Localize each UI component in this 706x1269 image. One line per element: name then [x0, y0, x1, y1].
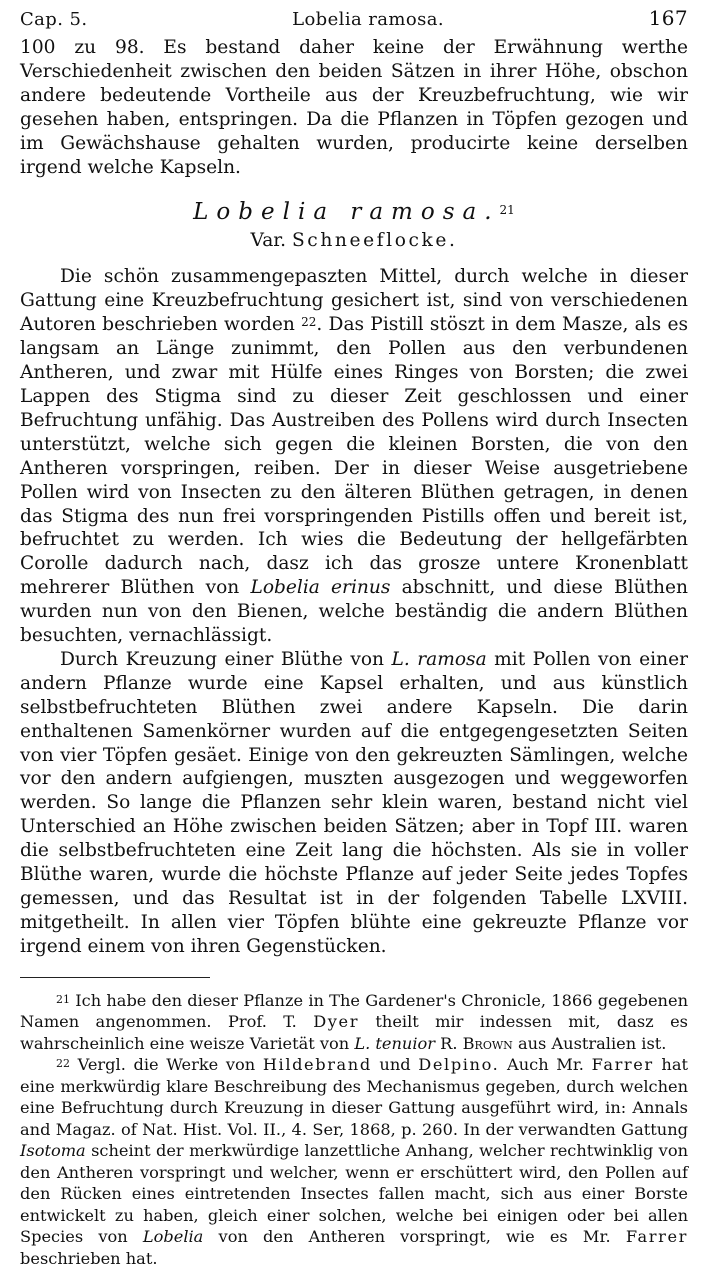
para2-text-b: mit Pollen von einer andern Pflanze wurde eine Kapsel erhalten, und aus künstlich selbstbefruchteten Blüthen zwei andere Kapseln. Die darin enthaltenen Samenkörner wurden auf die entgegengesetzten Seiten von vier Töpfen gesäet. Einige von den gekreuzten Sämlingen, welche vor den andern aufgiengen, muszten ausgezogen und weggeworfen werden. So lange die Pflanzen sehr klein waren, bestand nicht viel Unterschied an Höhe zwischen beiden Sätzen; aber in Topf III. waren die selbstbefruchteten eine Zeit lang die höchsten. Als sie in voller Blüthe waren, wurde die höchste Pflanze auf jeder Seite jedes Topfes gemessen, und das Resultat ist in der folgenden Tabelle LXVIII. mitgetheilt. In allen vier Töpfen blühte eine gekreuzte Pflanze vor irgend einem von ihren Gegenstücken.: [20, 648, 688, 957]
person-name: Farrer: [591, 1055, 654, 1075]
para2-text-a: Durch Kreuzung einer Blüthe von: [60, 648, 385, 670]
para1-text-b: . Das Pistill stöszt in dem Masze, als es langsam an Länge zunimmt, den Pollen aus den verbundenen Antheren, und zwar mit Hülfe eines Ringes von Borsten; die zwei Lappen des Stigma sind zu dieser Zeit geschlossen und einer Befruchtung unfähig. Das Austreiben des Pollens wird durch Insecten unterstützt, welche sich gegen die kleinen Borsten, die von den Antheren vorspringen, reiben. Der in dieser Weise ausgetriebene Pollen wird von Insecten zu den älteren Blüthen getragen, in denen das Stigma des nun frei vorspringenden Pistills offen und bereit ist, befruchtet zu werden. Ich wies die Bedeutung der hellgefärbten Corolle dadurch nach, dasz ich das grosze untere Kronenblatt mehrerer Blüthen von: [20, 314, 689, 599]
species-name: L. ramosa: [391, 648, 487, 670]
chapter-label: Cap. 5.: [20, 9, 88, 30]
running-title: Lobelia ramosa.: [292, 9, 444, 30]
page-number: 167: [648, 6, 688, 30]
variety-name: Schneeflocke.: [291, 230, 458, 252]
footnote21-text-c: R.: [440, 1033, 458, 1053]
variety-subtitle: [20, 227, 688, 255]
footnote22-text-g: beschrieben hat.: [20, 1248, 158, 1268]
footnote-divider: [20, 977, 210, 978]
species-name: Lobelia erinus: [250, 577, 391, 599]
intro-paragraph: 100 zu 98. Es bestand daher keine der Erwähnung werthe Verschiedenheit zwischen den beiden Sätzen in ihrer Höhe, obschon andere bedeutende Vortheile aus der Kreuzbefruchtung, wie wir gesehen haben, entspringen. Da die Pflanzen in Töpfen gezogen und im Gewächshause gehalten wurden, producirte keine derselben irgend welche Kapseln.: [20, 37, 688, 178]
footnote-ref-21: 21: [499, 203, 515, 218]
footnote-mark: 21: [56, 992, 70, 1006]
footnote21-text-a: Ich habe den dieser Pflanze in The Gardener's Chronicle, 1866 gegebenen Namen angenommen. Prof. T.: [20, 990, 688, 1032]
genus-name: Isotoma: [20, 1141, 86, 1161]
footnote-mark: 22: [56, 1057, 70, 1071]
variety-prefix: Var.: [250, 230, 287, 252]
paragraph-crossing: [20, 648, 688, 959]
footnote21-text-d: aus Australien ist.: [517, 1033, 667, 1053]
para1-text-c: abschnitt, und diese Blüthen wurden nun von den Bienen, welche beständig die andern Blüthen besuchten, vernachlässigt.: [20, 577, 688, 647]
main-text: [20, 36, 688, 959]
section-title-species: Lobelia ramosa.: [193, 199, 500, 226]
footnote22-text-d: hat eine merkwürdig klare Beschreibung des Mechanismus gegeben, durch welchen eine Befruchtung durch Kreuzung in dieser Gattung ausgeführt wird, in: Annals and Magaz. of Nat. Hist. Vol. II., 4. Ser, 1868, p. 260. In der verwandten Gattung: [20, 1055, 689, 1139]
footnote22-text-b: und: [379, 1055, 411, 1075]
footnote21-text-b: theilt mir indessen mit, dasz es wahrscheinlich eine weisze Varietät von: [20, 1012, 688, 1053]
footnote-ref-22: 22: [301, 315, 317, 330]
paragraph-mechanism: [20, 265, 688, 648]
footnote22-text-e: scheint der merkwürdige lanzettliche Anhang, welcher rechtwinklig von den Antheren vorspringt und welcher, wenn er erschüttert wird, den Pollen auf den Rücken eines eintretenden Insectes fallen macht, sich aus einer Borste entwickelt zu haben, gleich einer solchen, welche bei einigen oder bei allen Species von: [20, 1141, 688, 1247]
person-name: Brown: [462, 1033, 513, 1053]
section-title: [20, 197, 688, 227]
footnote22-text-f: von den Antheren vorspringt, wie es Mr.: [218, 1227, 611, 1247]
running-header: [20, 6, 688, 36]
species-name: L. tenuior: [354, 1033, 435, 1053]
genus-name: Lobelia: [142, 1227, 204, 1247]
footnote-21: [20, 990, 688, 1055]
person-name: Dyer: [313, 1012, 360, 1032]
footnotes: [20, 990, 688, 1269]
footnote22-text-a: Vergl. die Werke von: [77, 1055, 256, 1075]
person-name: Farrer: [625, 1227, 688, 1247]
person-name: Hildebrand: [262, 1055, 372, 1075]
footnote-22: [20, 1054, 688, 1269]
para1-text-a: Die schön zusammengepaszten Mittel, durch welche in dieser Gattung eine Kreuzbefruchtung gesichert ist, sind von verschiedenen Autoren beschrieben worden: [20, 266, 688, 336]
person-name: Delpino.: [418, 1055, 500, 1075]
footnote22-text-c: Auch Mr.: [507, 1055, 584, 1075]
